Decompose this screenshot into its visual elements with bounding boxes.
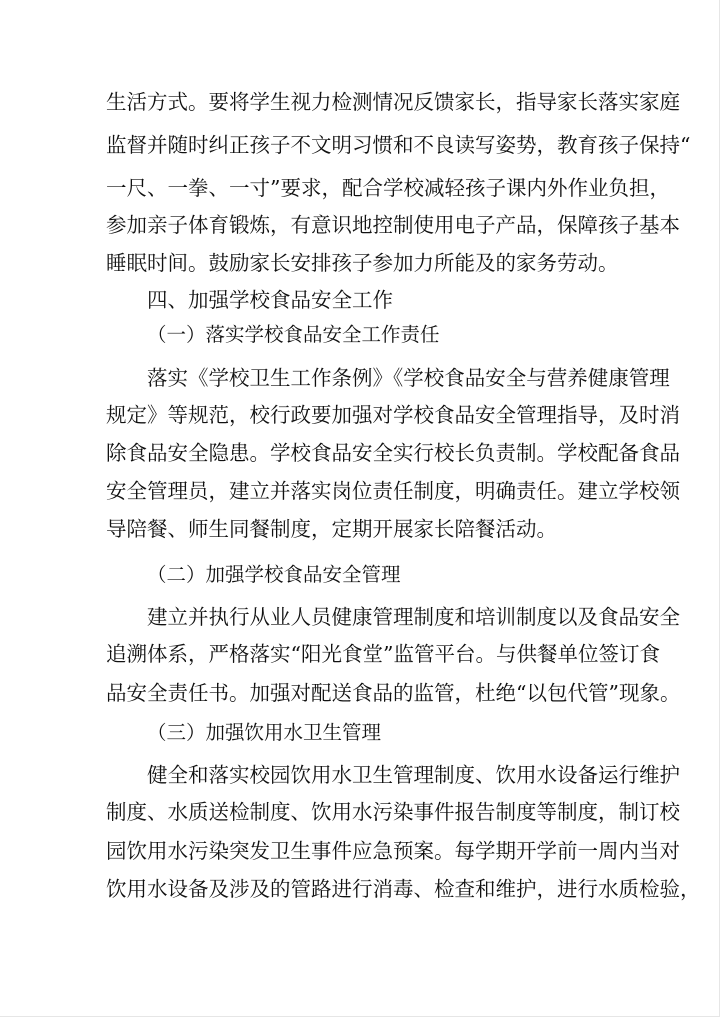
subsection-heading: （三）加强饮用水卫生管理: [147, 721, 382, 744]
paragraph-line: 睡眠时间。鼓励家长安排孩子参加力所能及的家务劳动。: [106, 251, 619, 275]
paragraph-line: 饮用水设备及涉及的管路进行消毒、检查和维护，进行水质检验，: [106, 877, 701, 901]
section-heading: 四、加强学校食品安全工作: [147, 288, 393, 312]
paragraph-line: 品安全责任书。加强对配送食品的监管，杜绝“以包代管”现象。: [106, 681, 681, 705]
paragraph-line: 安全管理员，建立并落实岗位责任制度，明确责任。建立学校领: [106, 479, 680, 503]
paragraph-line: 追溯体系，严格落实“阳光食堂”监管平台。与供餐单位签订食: [106, 642, 660, 666]
paragraph-line: 监督并随时纠正孩子不文明习惯和不良读写姿势，教育孩子保持“: [106, 133, 691, 157]
paragraph-line: 制度、水质送检制度、饮用水污染事件报告制度等制度，制订校: [106, 800, 680, 824]
paragraph-line: 导陪餐、师生同餐制度，定期开展家长陪餐活动。: [106, 517, 557, 541]
paragraph-line: 园饮用水污染突发卫生事件应急预案。每学期开学前一周内当对: [106, 839, 680, 863]
subsection-heading: （二）加强学校食品安全管理: [147, 563, 401, 586]
paragraph-line: 参加亲子体育锻炼，有意识地控制使用电子产品，保障孩子基本: [106, 213, 680, 237]
paragraph-line: 健全和落实校园饮用水卫生管理制度、饮用水设备运行维护: [147, 763, 680, 787]
paragraph-line: 一尺、一拳、一寸”要求，配合学校减轻孩子课内外作业负担，: [106, 176, 670, 200]
paragraph-line: 建立并执行从业人员健康管理制度和培训制度以及食品安全: [147, 605, 680, 629]
subsection-heading: （一）落实学校食品安全工作责任: [147, 323, 440, 346]
paragraph-line: 除食品安全隐患。学校食品安全实行校长负责制。学校配备食品: [106, 441, 680, 465]
paragraph-line: 落实《学校卫生工作条例》《学校食品安全与营养健康管理: [147, 366, 670, 390]
paragraph-line: 生活方式。要将学生视力检测情况反馈家长，指导家长落实家庭: [106, 90, 680, 114]
paragraph-line: 规定》等规范，校行政要加强对学校食品安全管理指导，及时消: [106, 403, 680, 427]
